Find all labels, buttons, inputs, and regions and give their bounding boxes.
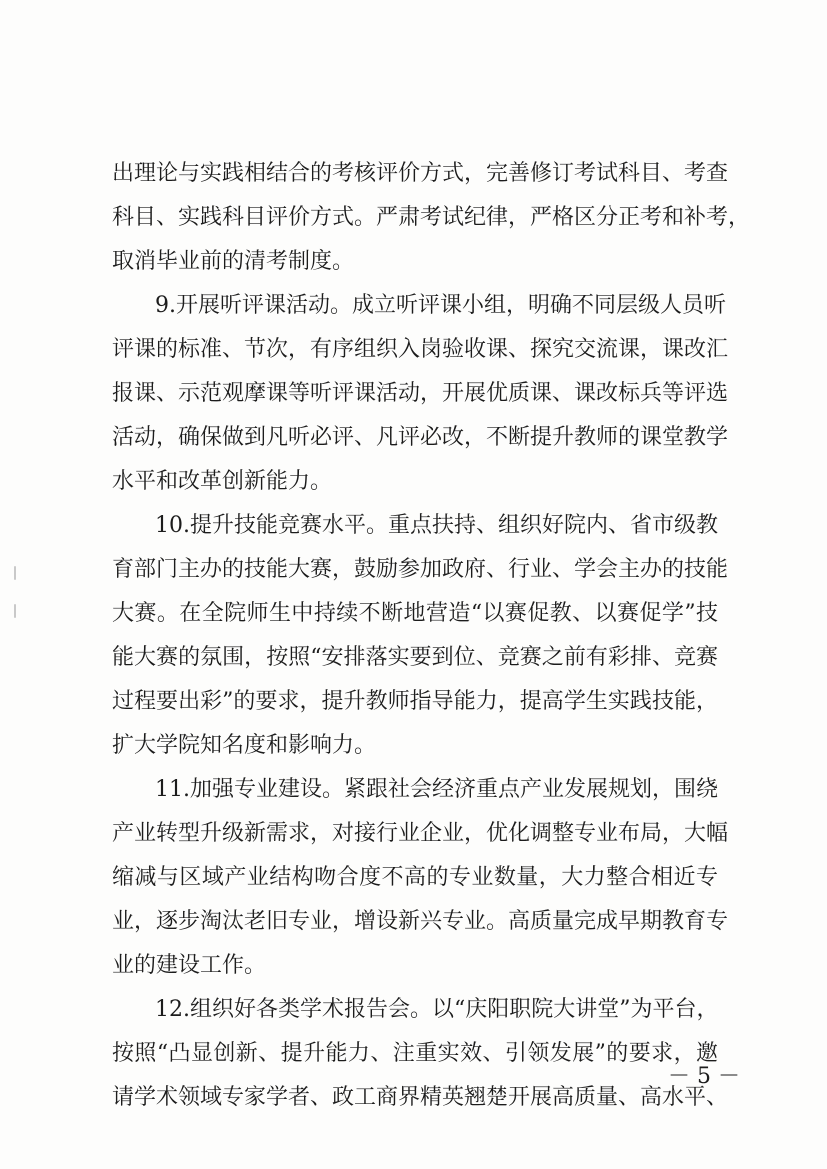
text-line: 能大赛的氛围，按照“安排落实要到位、竞赛之前有彩排、竞赛 (112, 645, 718, 670)
text-line: 评课的标准、节次，有序组织入岗验收课、探究交流课，课改汇 (112, 337, 729, 362)
paragraph-heading-line: 10.提升技能竞赛水平。重点扶持、组织好院内、省市级教 (155, 513, 718, 538)
text-line: 大赛。在全院师生中持续不断地营造“以赛促教、以赛促学”技 (112, 601, 718, 626)
text-line: 过程要出彩”的要求，提升教师指导能力，提高学生实践技能， (112, 689, 718, 714)
scan-mark (14, 604, 16, 618)
text-line: 扩大学院知名度和影响力。 (112, 733, 377, 758)
paragraph-heading-line: 12.组织好各类学术报告会。以“庆阳职院大讲堂”为平台， (155, 997, 719, 1022)
page-number: － 5 － (668, 1064, 740, 1089)
text-line: 按照“凸显创新、提升能力、注重实效、引领发展”的要求，邀 (112, 1041, 718, 1066)
text-line: 缩减与区域产业结构吻合度不高的专业数量，大力整合相近专 (112, 865, 718, 890)
text-line: 业的建设工作。 (112, 953, 267, 978)
text-line: 科目、实践科目评价方式。严肃考试纪律，严格区分正考和补考， (112, 205, 751, 230)
paragraph-heading-line: 9.开展听评课活动。成立听评课小组，明确不同层级人员听 (155, 293, 726, 318)
text-line: 请学术领域专家学者、政工商界精英翘楚开展高质量、高水平、 (112, 1085, 729, 1110)
text-line: 报课、示范观摩课等听评课活动，开展优质课、课改标兵等评选 (112, 381, 729, 406)
paragraph-heading-line: 11.加强专业建设。紧跟社会经济重点产业发展规划，围绕 (155, 777, 718, 802)
text-line: 水平和改革创新能力。 (112, 469, 333, 494)
text-line: 业，逐步淘汰老旧专业，增设新兴专业。高质量完成早期教育专 (112, 909, 729, 934)
text-line: 育部门主办的技能大赛，鼓励参加政府、行业、学会主办的技能 (112, 557, 729, 582)
scan-mark (14, 566, 16, 580)
text-line: 产业转型升级新需求，对接行业企业，优化调整专业布局，大幅 (112, 821, 729, 846)
text-line: 出理论与实践相结合的考核评价方式，完善修订考试科目、考查 (112, 161, 729, 186)
text-line: 取消毕业前的清考制度。 (112, 249, 355, 274)
text-line: 活动，确保做到凡听必评、凡评必改，不断提升教师的课堂教学 (112, 425, 729, 450)
